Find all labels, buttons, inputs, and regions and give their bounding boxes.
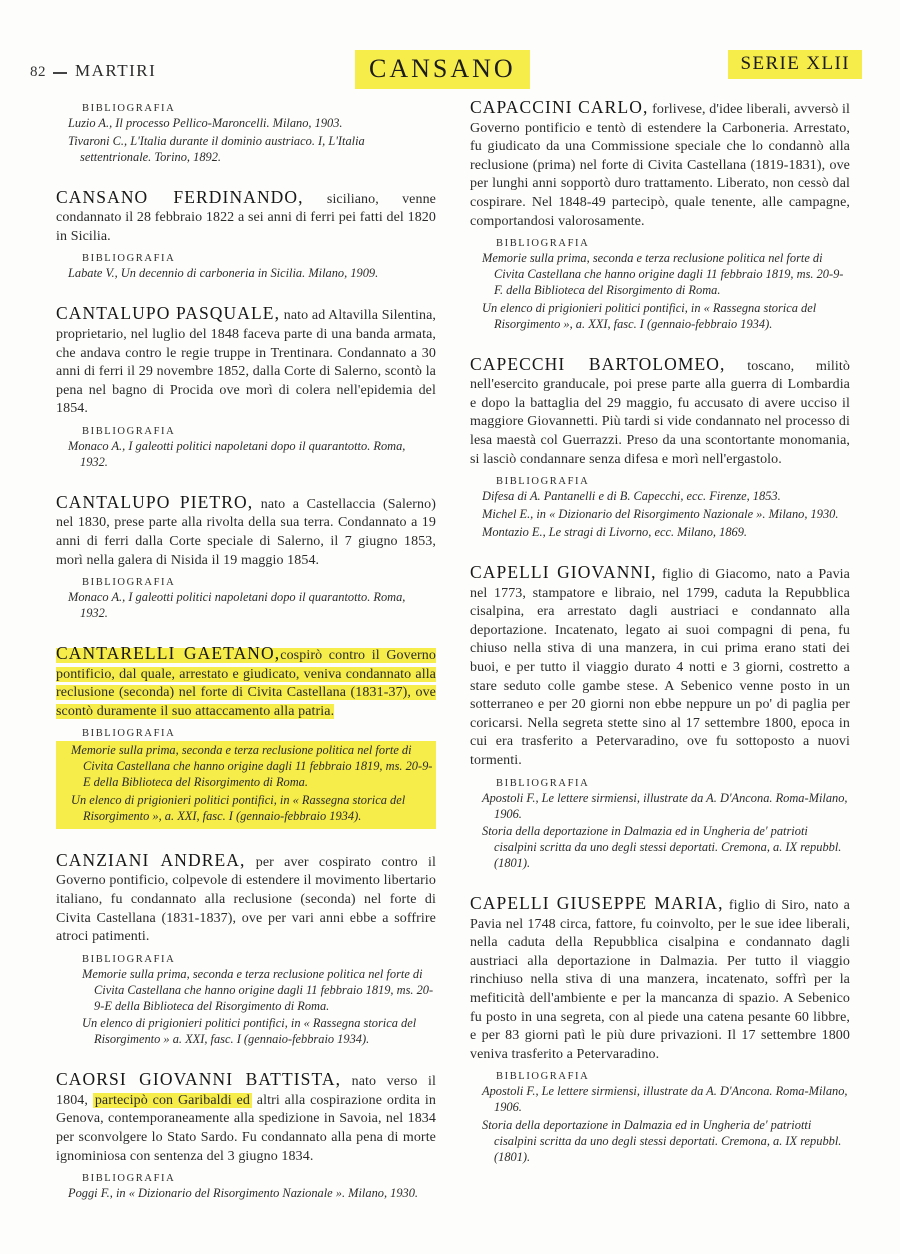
header-dash <box>53 72 67 74</box>
entry-text-after: altri alla cospirazione ordita in Genova, contemporaneamente alla spedizione in Savoia, nel 1834 per sconvolgere lo Stato Sardo. Fu condannato alla pena di morte ignominiosa con sentenza del 3 giugno 1834. <box>56 1092 437 1164</box>
bibliography-heading: BIBLIOGRAFIA <box>496 1071 590 1083</box>
entry-paragraph <box>56 491 436 570</box>
entry-text: nato ad Altavilla Silentina, proprietario, nel luglio del 1848 faceva parte di una banda armata, che andava contro le regie truppe in Trentinara. Condannato a 30 anni di ferri il 29 novembre 1852, dalla Corte di Salerno, scontò la pena nel bagno di Procida ove morì di colera nell'epidemia del 1854. <box>56 308 436 417</box>
bibliography-item: Labate V., Un decennio di carboneria in Sicilia. Milano, 1909. <box>68 266 379 281</box>
entry-headword: CANTALUPO PIETRO, <box>56 491 254 512</box>
entry-headword: CAORSI GIOVANNI BATTISTA, <box>56 1069 342 1090</box>
dictionary-entry <box>56 186 436 283</box>
entry-text: per aver cospirato contro il Governo pontificio, colpevole di estendere il movimento libertario italiano, fu condannato alla reclusione (seconda) nel forte di Civita Castellana (1831-1837), ove per vari anni ebbe a soffrire atroci patimenti. <box>56 854 436 945</box>
bibliography-heading: BIBLIOGRAFIA <box>82 1173 176 1185</box>
right-column <box>470 96 850 1175</box>
entry-headword: CANTARELLI GAETANO, <box>56 642 281 663</box>
running-head-left: MARTIRI <box>75 61 157 80</box>
bibliography-item: Apostoli F., Le lettere sirmiensi, illustrate da A. D'Ancona. Roma-Milano, 1906. <box>482 1084 848 1115</box>
bibliography-heading: BIBLIOGRAFIA <box>82 425 176 437</box>
entry-headword: CAPELLI GIOVANNI, <box>470 561 657 582</box>
bibliography-heading: BIBLIOGRAFIA <box>82 728 176 740</box>
spacer <box>56 1057 436 1068</box>
bibliography-item: Luzio A., Il processo Pellico-Maroncelli. Milano, 1903. <box>68 116 343 130</box>
bibliography-heading: BIBLIOGRAFIA <box>82 953 176 965</box>
bibliography-heading: BIBLIOGRAFIA <box>496 777 590 789</box>
bibliography-item: Un elenco di prigionieri politici pontifici, in « Rassegna storica del Risorgimento », a. XXI, fasc. I (gennaio-febbraio 1934). <box>482 300 817 331</box>
bibliography-heading: BIBLIOGRAFIA <box>82 577 176 589</box>
entry-paragraph <box>56 849 436 947</box>
entry-text-before: nato verso il 1804, <box>56 1074 436 1108</box>
dictionary-entry <box>470 96 850 333</box>
spacer <box>56 480 436 491</box>
bibliography-item: Apostoli F., Le lettere sirmiensi, illustrate da A. D'Ancona. Roma-Milano, 1906. <box>482 790 848 821</box>
bibliography-item: Montazio E., Le stragi di Livorno, ecc. Milano, 1869. <box>482 525 748 540</box>
entry-paragraph <box>470 96 850 231</box>
series-label: SERIE XLII <box>728 50 862 79</box>
dictionary-entry <box>470 561 850 872</box>
dictionary-entry <box>56 1068 436 1202</box>
bibliography-item: Monaco A., I galeotti politici napoletani dopo il quarantotto. Roma, 1932. <box>68 438 406 469</box>
dictionary-entry <box>470 353 850 541</box>
spacer <box>56 175 436 186</box>
entry-text: figlio di Siro, nato a Pavia nel 1748 circa, fattore, fu coinvolto, per le sue idee liberali, nella caduta della Repubblica cisalpina e condannato dagli austriaci alla deportazione in Dalmazia. Per tutto il viaggio rinchiuso nella stiva di una manzera, incatenato, soffrì per la mefiticità dell'ambiente e per la mancanza di spazio. A Sebenico fu posto in una segreta, con al piede una catena pesante 60 libbre, e per 83 giorni patì le più dure privazioni. Il 17 settembre 1800 veniva trasferito a Petervaradino. <box>470 898 850 1062</box>
page-title: CANSANO <box>355 50 530 89</box>
bibliography-heading: BIBLIOGRAFIA <box>496 476 590 488</box>
bibliography-item: Poggi F., in « Dizionario del Risorgimento Nazionale ». Milano, 1930. <box>68 1186 419 1201</box>
entry-text: cospirò contro il Governo pontificio, dal quale, arrestato e giudicato, veniva condannato alla reclusione (seconda) nel forte di Civita Castellana (1831-37), ove scontò duramente il suo attaccamento alla patria. <box>56 647 436 719</box>
entry-paragraph <box>56 302 436 419</box>
entry-text: figlio di Giacomo, nato a Pavia nel 1773, stampatore e libraio, nel 1799, caduta la Repubblica cisalpina, era arrestato dagli austriaci e condannato alla deportazione. Incatenato, legato ai suoi compagni di pena, fu chiuso nella stiva di una manzera, in cui prima erano stati dei buoi, e per tutto il viaggio durato 4 notti e 3 giorni, costretto a stare seduto colle gambe stese. A Sebenico venne posto in un sotterraneo e per 20 giorni non ebbe neppure un po' di paglia per coricarsi. Nella segreta stette sino al 17 settembre 1800, epoca in cui era trasferito a Petervaradino, ove fu sottoposto a nuovi tormenti. <box>470 566 850 769</box>
bibliography-item: Difesa di A. Pantanelli e di B. Capecchi, ecc. Firenze, 1853. <box>482 489 781 504</box>
entry-paragraph <box>56 186 436 247</box>
entry-text: toscano, militò nell'esercito granducale, poi prese parte alla guerra di Lombardia e dopo la battaglia del 29 maggio, fu accusato di avere ucciso il maggiore Giovannetti. Più tardi si vide condannato nel processo di lesa maestà col Guerrazzi. Preso da una scontortante monomania, si lasciò condannare senza difesa e morì nell'ergastolo. <box>470 358 851 467</box>
page-header <box>0 50 900 90</box>
highlight-block <box>56 741 436 828</box>
entry-headword: CANSANO FERDINANDO, <box>56 186 304 207</box>
dictionary-entry <box>56 491 436 622</box>
bibliography-heading: BIBLIOGRAFIA <box>82 253 176 265</box>
spacer <box>56 631 436 642</box>
dictionary-entry <box>56 302 436 470</box>
bibliography-item: Un elenco di prigionieri politici pontifici, in « Rassegna storica del Risorgimento » a. XXI, fasc. I (gennaio-febbraio 1934). <box>82 1016 417 1047</box>
bibliography-item: Monaco A., I galeotti politici napoletani dopo il quarantotto. Roma, 1932. <box>68 590 406 621</box>
bibliography-item: Memorie sulla prima, seconda e terza reclusione politica nel forte di Civita Castellana che hanno origine dagli 11 febbraio 1819, ms. 20-9-E della Biblioteca del Risorgimento di Roma. <box>82 966 434 1013</box>
dictionary-entry-highlighted <box>56 642 436 829</box>
page-number: 82 <box>30 64 46 80</box>
entry-paragraph <box>470 561 850 771</box>
entry-text: siciliano, venne condannato il 28 febbraio 1822 a sei anni di ferri pei fatti del 1820 in Sicilia. <box>56 191 436 244</box>
bibliography-block-continuation <box>56 103 436 166</box>
dictionary-entry <box>56 849 436 1048</box>
spacer <box>56 838 436 849</box>
entry-paragraph <box>56 1068 436 1166</box>
spacer <box>470 881 850 892</box>
bibliography-heading: BIBLIOGRAFIA <box>496 238 590 250</box>
spacer <box>470 342 850 353</box>
entry-headword: CAPACCINI CARLO, <box>470 97 649 117</box>
bibliography-item: Un elenco di prigionieri politici pontifici, in « Rassegna storica del Risorgimento », a. XXI, fasc. I (gennaio-febbraio 1934). <box>71 792 406 823</box>
bibliography-heading: BIBLIOGRAFIA <box>82 103 176 114</box>
highlight-span <box>56 642 436 719</box>
entry-paragraph <box>470 892 850 1064</box>
entry-headword: CAPELLI GIUSEPPE MARIA, <box>470 893 724 913</box>
entry-text-highlighted: partecipò con Garibaldi ed <box>94 1092 250 1108</box>
entry-headword: CANTALUPO PASQUALE, <box>56 303 281 324</box>
spacer <box>470 550 850 561</box>
entry-text: forlivese, d'idee liberali, avversò il Governo pontificio e tentò di estendere la Carboneria. Arrestato, fu giudicato da una Commissione speciale che lo condannò alla reclusione (prima) nel forte di Civita Castellana (1819-1831), ove per lunghi anni sopportò duro trattamento. Liberato, non cessò dal cospirare. Nel 1848-49 partecipò, quale tenente, alle campagne, comportandosi valorosamente. <box>470 102 850 229</box>
spacer <box>56 291 436 302</box>
entry-headword: CANZIANI ANDREA, <box>56 849 246 870</box>
bibliography-item: Memorie sulla prima, seconda e terza reclusione politica nel forte di Civita Castellana che hanno origine dagli 11 febbraio 1819, ms. 20-9-F. della Biblioteca del Risorgimento di Roma. <box>482 251 844 298</box>
entry-paragraph <box>56 642 436 721</box>
bibliography-item: Storia della deportazione in Dalmazia ed in Ungheria de' patriotti cisalpini scritta da uno degli stessi deportati. Cremona, a. IX repubbl. (1801). <box>482 1118 842 1164</box>
bibliography-item: Storia della deportazione in Dalmazia ed in Ungheria de' patrioti cisalpini scritta da uno degli stessi deportati. Cremona, a. IX repubbl. (1801). <box>482 824 842 871</box>
entry-headword: CAPECCHI BARTOLOMEO, <box>470 353 726 374</box>
bibliography-item: Michel E., in « Dizionario del Risorgimento Nazionale ». Milano, 1930. <box>482 507 839 522</box>
left-column <box>56 96 436 1211</box>
dictionary-entry <box>470 892 850 1166</box>
entry-paragraph <box>470 353 850 470</box>
bibliography-item: Tivaroni C., L'Italia durante il dominio austriaco. I, L'Italia settentrionale. Torino, 1892. <box>68 133 365 164</box>
entry-text: nato a Castellaccia (Salerno) nel 1830, prese parte alla rivolta della sua terra. Condannato a 19 anni di ferri dalla Corte speciale di Salerno, il 7 giugno 1853, morì nella galera di Nisida il 19 maggio 1854. <box>56 496 437 568</box>
bibliography-item: Memorie sulla prima, seconda e terza reclusione politica nel forte di Civita Castellana che hanno origine dagli 11 febbraio 1819, ms. 20-9-E della Biblioteca del Risorgimento di Roma. <box>71 743 433 790</box>
